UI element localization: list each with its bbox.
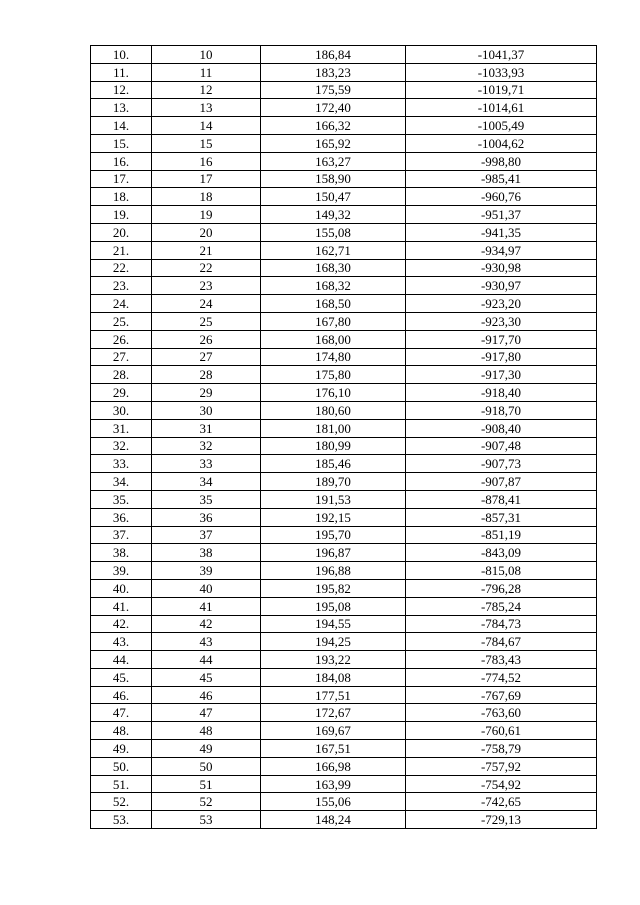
y-value-cell: -907,48 <box>406 437 597 455</box>
point-number-cell: 49 <box>152 740 261 758</box>
table-row <box>91 633 597 651</box>
x-value-cell: 181,00 <box>261 419 406 437</box>
point-number-cell: 24 <box>152 295 261 313</box>
y-value-cell: -917,70 <box>406 330 597 348</box>
table-row <box>91 793 597 811</box>
table-row <box>91 615 597 633</box>
point-number-cell: 18 <box>152 188 261 206</box>
point-number-cell: 29 <box>152 384 261 402</box>
table-row <box>91 455 597 473</box>
row-index-cell: 18. <box>91 188 152 206</box>
x-value-cell: 191,53 <box>261 490 406 508</box>
table-row <box>91 134 597 152</box>
table-row <box>91 526 597 544</box>
row-index-cell: 34. <box>91 473 152 491</box>
point-number-cell: 15 <box>152 134 261 152</box>
x-value-cell: 192,15 <box>261 508 406 526</box>
y-value-cell: -774,52 <box>406 668 597 686</box>
x-value-cell: 169,67 <box>261 722 406 740</box>
y-value-cell: -934,97 <box>406 241 597 259</box>
table-row <box>91 170 597 188</box>
point-number-cell: 23 <box>152 277 261 295</box>
row-index-cell: 36. <box>91 508 152 526</box>
x-value-cell: 174,80 <box>261 348 406 366</box>
y-value-cell: -763,60 <box>406 704 597 722</box>
table-row <box>91 206 597 224</box>
point-number-cell: 36 <box>152 508 261 526</box>
table-row <box>91 46 597 64</box>
y-value-cell: -783,43 <box>406 651 597 669</box>
table-row <box>91 419 597 437</box>
y-value-cell: -908,40 <box>406 419 597 437</box>
y-value-cell: -941,35 <box>406 223 597 241</box>
y-value-cell: -851,19 <box>406 526 597 544</box>
x-value-cell: 168,32 <box>261 277 406 295</box>
point-number-cell: 42 <box>152 615 261 633</box>
point-number-cell: 13 <box>152 99 261 117</box>
table-row <box>91 117 597 135</box>
point-number-cell: 25 <box>152 312 261 330</box>
table-row <box>91 562 597 580</box>
point-number-cell: 53 <box>152 811 261 829</box>
row-index-cell: 19. <box>91 206 152 224</box>
x-value-cell: 150,47 <box>261 188 406 206</box>
y-value-cell: -785,24 <box>406 597 597 615</box>
y-value-cell: -784,67 <box>406 633 597 651</box>
y-value-cell: -815,08 <box>406 562 597 580</box>
x-value-cell: 158,90 <box>261 170 406 188</box>
x-value-cell: 186,84 <box>261 46 406 64</box>
y-value-cell: -1014,61 <box>406 99 597 117</box>
table-row <box>91 401 597 419</box>
y-value-cell: -917,80 <box>406 348 597 366</box>
y-value-cell: -907,73 <box>406 455 597 473</box>
y-value-cell: -1019,71 <box>406 81 597 99</box>
point-number-cell: 47 <box>152 704 261 722</box>
x-value-cell: 194,25 <box>261 633 406 651</box>
row-index-cell: 41. <box>91 597 152 615</box>
x-value-cell: 180,60 <box>261 401 406 419</box>
y-value-cell: -907,87 <box>406 473 597 491</box>
point-number-cell: 50 <box>152 757 261 775</box>
table-row <box>91 384 597 402</box>
table-row <box>91 437 597 455</box>
y-value-cell: -923,20 <box>406 295 597 313</box>
point-number-cell: 22 <box>152 259 261 277</box>
x-value-cell: 163,99 <box>261 775 406 793</box>
x-value-cell: 175,80 <box>261 366 406 384</box>
x-value-cell: 165,92 <box>261 134 406 152</box>
x-value-cell: 195,08 <box>261 597 406 615</box>
x-value-cell: 172,40 <box>261 99 406 117</box>
y-value-cell: -1004,62 <box>406 134 597 152</box>
table-row <box>91 490 597 508</box>
row-index-cell: 22. <box>91 259 152 277</box>
point-number-cell: 51 <box>152 775 261 793</box>
x-value-cell: 189,70 <box>261 473 406 491</box>
y-value-cell: -760,61 <box>406 722 597 740</box>
row-index-cell: 42. <box>91 615 152 633</box>
table-row <box>91 651 597 669</box>
row-index-cell: 53. <box>91 811 152 829</box>
point-number-cell: 40 <box>152 579 261 597</box>
x-value-cell: 167,80 <box>261 312 406 330</box>
coordinates-table-body <box>91 46 597 829</box>
point-number-cell: 39 <box>152 562 261 580</box>
point-number-cell: 38 <box>152 544 261 562</box>
row-index-cell: 33. <box>91 455 152 473</box>
table-row <box>91 597 597 615</box>
row-index-cell: 23. <box>91 277 152 295</box>
x-value-cell: 196,88 <box>261 562 406 580</box>
row-index-cell: 39. <box>91 562 152 580</box>
x-value-cell: 180,99 <box>261 437 406 455</box>
row-index-cell: 12. <box>91 81 152 99</box>
row-index-cell: 47. <box>91 704 152 722</box>
y-value-cell: -960,76 <box>406 188 597 206</box>
y-value-cell: -878,41 <box>406 490 597 508</box>
y-value-cell: -918,40 <box>406 384 597 402</box>
table-row <box>91 473 597 491</box>
row-index-cell: 43. <box>91 633 152 651</box>
table-row <box>91 63 597 81</box>
row-index-cell: 29. <box>91 384 152 402</box>
x-value-cell: 195,70 <box>261 526 406 544</box>
point-number-cell: 45 <box>152 668 261 686</box>
x-value-cell: 163,27 <box>261 152 406 170</box>
row-index-cell: 35. <box>91 490 152 508</box>
x-value-cell: 155,08 <box>261 223 406 241</box>
table-row <box>91 312 597 330</box>
y-value-cell: -951,37 <box>406 206 597 224</box>
point-number-cell: 34 <box>152 473 261 491</box>
y-value-cell: -758,79 <box>406 740 597 758</box>
table-row <box>91 259 597 277</box>
x-value-cell: 149,32 <box>261 206 406 224</box>
point-number-cell: 19 <box>152 206 261 224</box>
y-value-cell: -757,92 <box>406 757 597 775</box>
x-value-cell: 183,23 <box>261 63 406 81</box>
point-number-cell: 12 <box>152 81 261 99</box>
x-value-cell: 155,06 <box>261 793 406 811</box>
y-value-cell: -857,31 <box>406 508 597 526</box>
point-number-cell: 10 <box>152 46 261 64</box>
table-row <box>91 81 597 99</box>
table-row <box>91 775 597 793</box>
y-value-cell: -767,69 <box>406 686 597 704</box>
row-index-cell: 30. <box>91 401 152 419</box>
x-value-cell: 193,22 <box>261 651 406 669</box>
table-row <box>91 223 597 241</box>
table-row <box>91 722 597 740</box>
row-index-cell: 21. <box>91 241 152 259</box>
table-row <box>91 704 597 722</box>
point-number-cell: 43 <box>152 633 261 651</box>
point-number-cell: 48 <box>152 722 261 740</box>
y-value-cell: -843,09 <box>406 544 597 562</box>
table-row <box>91 579 597 597</box>
point-number-cell: 26 <box>152 330 261 348</box>
point-number-cell: 27 <box>152 348 261 366</box>
x-value-cell: 177,51 <box>261 686 406 704</box>
y-value-cell: -729,13 <box>406 811 597 829</box>
x-value-cell: 184,08 <box>261 668 406 686</box>
point-number-cell: 16 <box>152 152 261 170</box>
coordinates-table <box>90 45 597 829</box>
row-index-cell: 50. <box>91 757 152 775</box>
row-index-cell: 38. <box>91 544 152 562</box>
row-index-cell: 28. <box>91 366 152 384</box>
row-index-cell: 45. <box>91 668 152 686</box>
table-row <box>91 277 597 295</box>
y-value-cell: -998,80 <box>406 152 597 170</box>
row-index-cell: 31. <box>91 419 152 437</box>
x-value-cell: 172,67 <box>261 704 406 722</box>
table-row <box>91 544 597 562</box>
y-value-cell: -784,73 <box>406 615 597 633</box>
x-value-cell: 195,82 <box>261 579 406 597</box>
point-number-cell: 44 <box>152 651 261 669</box>
y-value-cell: -1033,93 <box>406 63 597 81</box>
table-row <box>91 668 597 686</box>
row-index-cell: 26. <box>91 330 152 348</box>
x-value-cell: 166,98 <box>261 757 406 775</box>
row-index-cell: 40. <box>91 579 152 597</box>
point-number-cell: 31 <box>152 419 261 437</box>
table-row <box>91 811 597 829</box>
row-index-cell: 44. <box>91 651 152 669</box>
row-index-cell: 27. <box>91 348 152 366</box>
point-number-cell: 17 <box>152 170 261 188</box>
y-value-cell: -930,97 <box>406 277 597 295</box>
table-row <box>91 740 597 758</box>
table-row <box>91 99 597 117</box>
x-value-cell: 167,51 <box>261 740 406 758</box>
point-number-cell: 30 <box>152 401 261 419</box>
y-value-cell: -742,65 <box>406 793 597 811</box>
point-number-cell: 33 <box>152 455 261 473</box>
row-index-cell: 17. <box>91 170 152 188</box>
point-number-cell: 20 <box>152 223 261 241</box>
table-row <box>91 366 597 384</box>
y-value-cell: -1005,49 <box>406 117 597 135</box>
row-index-cell: 14. <box>91 117 152 135</box>
y-value-cell: -917,30 <box>406 366 597 384</box>
x-value-cell: 166,32 <box>261 117 406 135</box>
x-value-cell: 168,50 <box>261 295 406 313</box>
y-value-cell: -930,98 <box>406 259 597 277</box>
row-index-cell: 48. <box>91 722 152 740</box>
y-value-cell: -796,28 <box>406 579 597 597</box>
row-index-cell: 24. <box>91 295 152 313</box>
row-index-cell: 10. <box>91 46 152 64</box>
x-value-cell: 168,30 <box>261 259 406 277</box>
table-row <box>91 188 597 206</box>
x-value-cell: 194,55 <box>261 615 406 633</box>
row-index-cell: 15. <box>91 134 152 152</box>
point-number-cell: 46 <box>152 686 261 704</box>
point-number-cell: 35 <box>152 490 261 508</box>
table-row <box>91 348 597 366</box>
row-index-cell: 37. <box>91 526 152 544</box>
y-value-cell: -754,92 <box>406 775 597 793</box>
row-index-cell: 20. <box>91 223 152 241</box>
y-value-cell: -1041,37 <box>406 46 597 64</box>
point-number-cell: 28 <box>152 366 261 384</box>
point-number-cell: 21 <box>152 241 261 259</box>
row-index-cell: 25. <box>91 312 152 330</box>
table-row <box>91 757 597 775</box>
y-value-cell: -985,41 <box>406 170 597 188</box>
x-value-cell: 196,87 <box>261 544 406 562</box>
row-index-cell: 32. <box>91 437 152 455</box>
row-index-cell: 11. <box>91 63 152 81</box>
point-number-cell: 37 <box>152 526 261 544</box>
row-index-cell: 16. <box>91 152 152 170</box>
table-row <box>91 686 597 704</box>
point-number-cell: 11 <box>152 63 261 81</box>
x-value-cell: 175,59 <box>261 81 406 99</box>
x-value-cell: 162,71 <box>261 241 406 259</box>
row-index-cell: 52. <box>91 793 152 811</box>
x-value-cell: 148,24 <box>261 811 406 829</box>
y-value-cell: -918,70 <box>406 401 597 419</box>
row-index-cell: 49. <box>91 740 152 758</box>
table-row <box>91 508 597 526</box>
row-index-cell: 13. <box>91 99 152 117</box>
table-row <box>91 330 597 348</box>
point-number-cell: 52 <box>152 793 261 811</box>
point-number-cell: 41 <box>152 597 261 615</box>
row-index-cell: 51. <box>91 775 152 793</box>
point-number-cell: 32 <box>152 437 261 455</box>
table-row <box>91 152 597 170</box>
x-value-cell: 185,46 <box>261 455 406 473</box>
row-index-cell: 46. <box>91 686 152 704</box>
table-row <box>91 241 597 259</box>
y-value-cell: -923,30 <box>406 312 597 330</box>
x-value-cell: 176,10 <box>261 384 406 402</box>
table-row <box>91 295 597 313</box>
point-number-cell: 14 <box>152 117 261 135</box>
x-value-cell: 168,00 <box>261 330 406 348</box>
